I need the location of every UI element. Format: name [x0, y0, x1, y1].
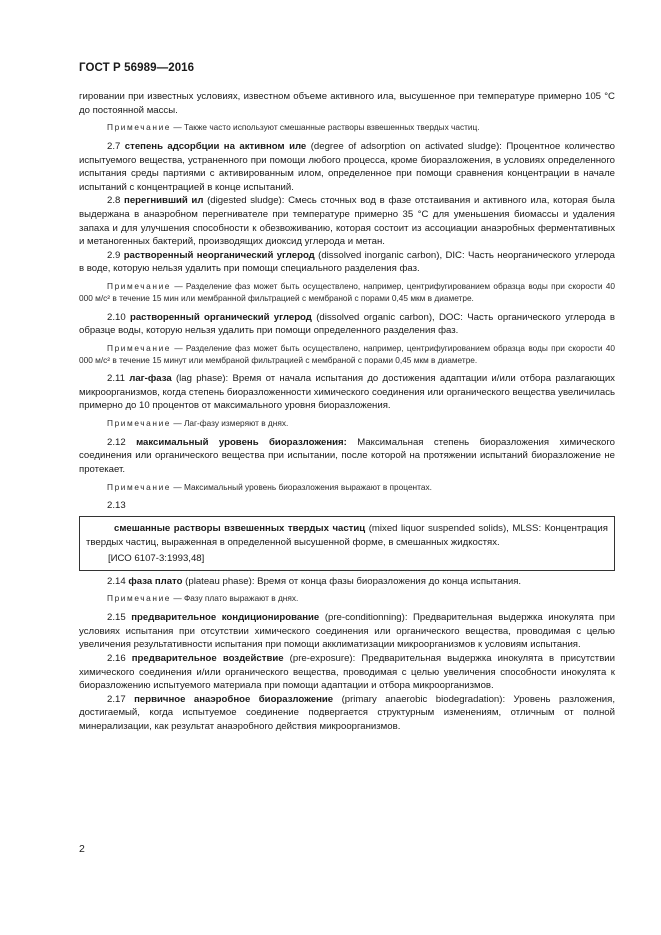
definition-text: (lag phase): Время от начала испытания до достижения адаптации и/или отбора разлагающих микроорганизмов, когда степень биоразложенности химического соединения или органического вещества увеличилась примерно до 10 процентов от максимального уровня биоразложения. [79, 373, 615, 412]
note-text: — Разделение фаз может быть осуществлено, например, центрифугированием образца воды при скорости 40 000 м/с² в течение 15 минут или мембраной фильтрацией с мембраной с порами 0,45 мкм в диаметре. [79, 342, 615, 365]
note [79, 482, 615, 494]
section-number: 2.9 [107, 249, 124, 261]
definition-2-10 [79, 311, 615, 338]
definition-2-14 [79, 575, 615, 589]
definition-text: Максимальная степень биоразложения химического соединения или органического вещества при испытании, после которой на протяжении испытаний биоразложение не протекает. [79, 436, 616, 476]
note-label: Примечание [107, 593, 172, 604]
definition-text: (primary anaerobic biodegradation): Уровень разложения, достигаемый, когда испытуемое соединение подвергается структурным изменениям, отличным от полной минерализации, как результат анаэробного действия микроорганизмов. [79, 693, 616, 732]
note-text: — Лаг-фазу измеряют в днях. [171, 418, 289, 429]
note [79, 593, 615, 605]
definition-2-8 [79, 194, 615, 248]
term: лаг-фаза [129, 373, 172, 385]
paragraph-continuation: гировании при известных условиях, известном объеме активного ила, высушенное при температуре примерно 105 °С до постоянной массы. [79, 91, 615, 116]
definition-2-17 [79, 693, 615, 734]
section-number: 2.16 [107, 653, 132, 664]
definition-2-12 [79, 436, 615, 477]
definition-2-9 [79, 249, 615, 276]
note [79, 281, 615, 305]
term: смешанные растворы взвешенных твердых частиц [114, 523, 366, 535]
definition-text: (pre-conditionning): Предварительная выдержка инокулята при условиях испытания при отсутствии химического соединения или органического вещества, проводимая с целью увеличения результативности испытания при помощи акклиматизации микроорганизмов к условиям испытания. [79, 612, 616, 651]
section-number: 2.7 [107, 140, 125, 152]
term: растворенный неорганический углерод [123, 249, 315, 261]
note-label: Примечание [107, 342, 172, 353]
note [79, 122, 615, 134]
note-text: — Фазу плато выражают в днях. [171, 593, 299, 604]
document-body [79, 90, 615, 734]
note-label: Примечание [107, 418, 172, 429]
term: фаза плато [128, 575, 183, 587]
section-number: 2.15 [107, 612, 132, 624]
note-text: — Разделение фаз может быть осуществлено, например, центрифугированием образца воды при скорости 40 000 м/с² в течение 15 мин или мембранной фильтрацией с мембраной с порами 0,45 мкм в диаметре. [79, 280, 615, 303]
term: первичное анаэробное биоразложение [134, 693, 334, 705]
term: максимальный уровень биоразложения: [136, 436, 347, 448]
page-number: 2 [79, 843, 85, 855]
document-header: ГОСТ Р 56989—2016 [79, 62, 195, 74]
definition-text: (digested sludge): Смесь сточных вод в фазе отстаивания и активного ила, которая была выдержана в анаэробном перегнивателе при температуре примерно 35 °С для уменьшения биомассы и удаления запаха и для улучшения способности к обезвоживанию, которая состоит из ассоциации анаэробных ферментативных и метаногенных бактерий, производящих диоксид углерода и метан. [79, 195, 615, 248]
section-number-2-13: 2.13 [107, 500, 126, 512]
term: предварительное кондиционирование [131, 612, 320, 624]
section-number: 2.17 [107, 693, 135, 705]
definition-2-15 [79, 611, 615, 652]
section-number: 2.10 [107, 311, 130, 323]
section-number: 2.12 [107, 436, 137, 448]
definition-2-13 [86, 522, 608, 549]
term: степень адсорбции на активном иле [124, 140, 307, 152]
section-number: 2.11 [107, 373, 130, 385]
section-number: 2.8 [107, 195, 125, 207]
definition-2-11 [79, 372, 615, 413]
term: растворенный органический углерод [129, 311, 312, 323]
definition-text: (plateau phase): Время от конца фазы биоразложения до конца испытания. [182, 575, 522, 587]
definition-2-13-box [79, 516, 615, 571]
source-reference: [ИСО 6107-3:1993,48] [108, 553, 205, 565]
definition-2-16 [79, 652, 615, 693]
note-label: Примечание [107, 481, 172, 492]
definition-text: (mixed liquor suspended solids), MLSS: Концентрация твердых частиц, выраженная в определенной высушенной форме, в смешанных жидкостях. [86, 523, 608, 548]
note [79, 343, 615, 367]
term: перегнивший ил [124, 195, 204, 207]
definition-text: (dissolved inorganic carbon), DIC: Часть неорганического углерода в воде, которую нельзя удалить при помощи специального разделения фаз. [79, 249, 615, 275]
note-label: Примечание [107, 280, 172, 291]
section-number: 2.14 [107, 575, 129, 587]
note-label: Примечание [107, 122, 172, 133]
definition-text: (dissolved organic carbon), DOC: Часть органического углерода в образце воды, которую нельзя удалить при помощи определенного разделения фаз. [79, 311, 615, 337]
term: предварительное воздействие [131, 653, 284, 664]
note-text: — Также часто используют смешанные растворы взвешенных твердых частиц. [171, 122, 480, 133]
definition-2-7 [79, 140, 615, 194]
note-text: — Максимальный уровень биоразложения выражают в процентах. [171, 481, 432, 492]
definition-text: (pre-exposure): Предварительная выдержка инокулята в присутствии химического соединения и/или органического вещества, проводимая с целью увеличения способности инокулята к биоразложению испытуемого материала при помощи адаптации и отбора микроорганизмов. [79, 653, 616, 692]
note [79, 418, 615, 430]
definition-text: (degree of adsorption on activated sludge): Процентное количество испытуемого вещества, устраненного при помощи любого процесса, кроме биоразложения, в условиях определенного испытания среды партиями с активированным илом, определенное при помощи сравнения концентрации в начале испытаний с концентрацией в конце испытаний. [79, 140, 615, 193]
